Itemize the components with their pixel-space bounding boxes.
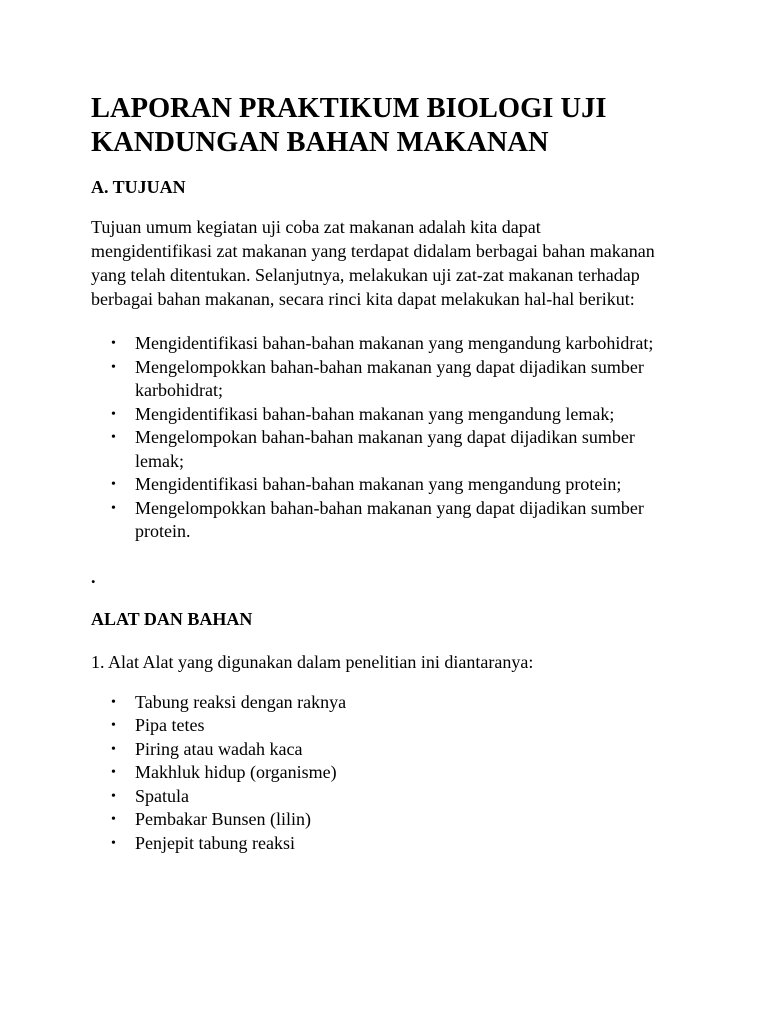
list-item-text: Mengidentifikasi bahan-bahan makanan yang mengandung karbohidrat; [135,333,654,353]
list-item-text: Pipa tetes [135,715,205,735]
list-item-text: Pembakar Bunsen (lilin) [135,809,311,829]
list-item-text: Mengelompokan bahan-bahan makanan yang dapat dijadikan sumber lemak; [135,427,635,471]
list-item-text: Mengidentifikasi bahan-bahan makanan yang mengandung protein; [135,474,622,494]
list-item [91,808,691,832]
list-item-text: Spatula [135,785,189,806]
tujuan-list [91,332,681,544]
list-item [91,332,681,356]
bullet-icon: • [111,430,116,445]
list-item-text: Mengelompokkan bahan-bahan makanan yang dapat dijadikan sumber protein. [135,497,644,541]
bullet-icon: • [111,359,116,375]
section-heading-alat-dan-bahan: ALAT DAN BAHAN [91,608,253,629]
list-item-text: Mengelompokkan bahan-bahan makanan yang dapat dijadikan sumber karbohidrat; [135,356,644,400]
document-page [91,92,691,855]
document-title: LAPORAN PRAKTIKUM BIOLOGI UJI KANDUNGAN BAHAN MAKANAN [91,93,607,158]
list-item [91,738,691,762]
list-item [91,714,691,738]
bullet-icon: • [111,812,116,827]
list-item-text: Mengidentifikasi bahan-bahan makanan yang mengandung lemak; [135,403,615,424]
list-item [91,761,691,785]
list-item [91,691,691,715]
bullet-icon: • [111,765,116,780]
list-item-text: Penjepit tabung reaksi [135,832,295,853]
stray-dot: . [91,566,96,587]
bullet-icon: • [111,336,116,351]
bullet-icon: • [111,741,116,757]
alat-list [91,691,691,856]
list-item [91,356,681,403]
bullet-icon: • [111,788,116,804]
list-item-text: Tabung reaksi dengan raknya [135,691,347,712]
list-item [91,832,691,856]
list-item [91,497,681,544]
bullet-icon: • [111,406,116,422]
alat-intro: 1. Alat Alat yang digunakan dalam penelitian ini diantaranya: [91,651,534,672]
bullet-icon: • [111,500,116,516]
list-item-text: Piring atau wadah kaca [135,738,303,759]
tujuan-paragraph: Tujuan umum kegiatan uji coba zat makanan adalah kita dapat mengidentifikasi zat makanan yang terdapat didalam berbagai bahan makanan yang telah ditentukan. Selanjutnya, melakukan uji zat-zat makanan terhadap berbagai bahan makanan, secara rinci kita dapat melakukan hal-hal berikut: [91,217,655,309]
bullet-icon: • [111,694,116,710]
bullet-icon: • [111,718,116,733]
section-heading-tujuan: A. TUJUAN [91,177,186,197]
list-item-text: Makhluk hidup (organisme) [135,762,337,782]
bullet-icon: • [111,835,116,851]
list-item [91,403,681,427]
list-item [91,473,681,497]
list-item [91,426,681,473]
bullet-icon: • [111,477,116,492]
list-item [91,785,691,809]
